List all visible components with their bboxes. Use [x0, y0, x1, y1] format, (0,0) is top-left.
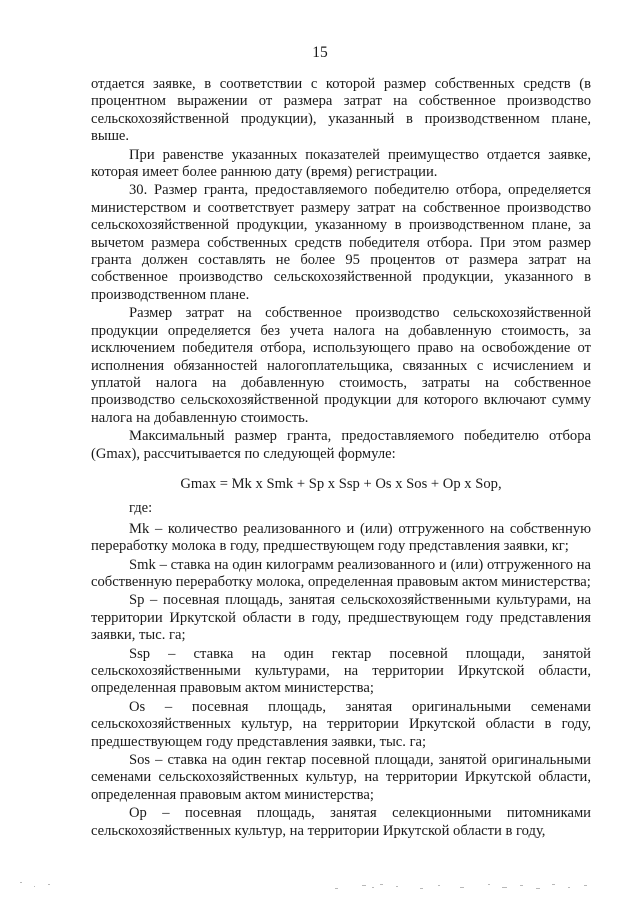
formula-gmax: Gmax = Mk x Smk + Sp x Ssp + Os x Sos + Op x Sop, — [180, 475, 502, 492]
paragraph-continuation: отдается заявке, в соответствии с которой размер собственных средств (в процентном выражении от размера затрат на собственное производство сельскохозяйственной продукции), указанный в производственном плане, выше. — [91, 76, 591, 145]
definition-smk: Smk – ставка на один килограмм реализованного и (или) отгруженного на собственную переработку молока, определенная правовым актом министерства; — [91, 556, 591, 590]
definition-sos: Sos – ставка на один гектар посевной площади, занятой оригинальными семенами сельскохозяйственных культур, на территории Иркутской области, определенная правовым актом министерства; — [91, 752, 591, 803]
definition-sp: Sp – посевная площадь, занятая сельскохозяйственными культурами, на территории Иркутской области в году, предшествующем году представления заявки, тыс. га; — [91, 592, 591, 644]
paragraph-costs-vat: Размер затрат на собственное производство сельскохозяйственной продукции определяется без учета налога на добавленную стоимость, за исключением победителя отбора, использующего право на освобождение от исполнения обязанностей налогоплательщика, связанных с исчислением и уплатой налога на добавленную стоимость, затраты на собственное производство сельскохозяйственной продукции для которого включают сумму налога на добавленную стоимость. — [91, 305, 591, 426]
paragraph-equal-indicators: При равенстве указанных показателей преимущество отдается заявке, которая имеет более раннюю дату (время) регистрации. — [91, 146, 591, 181]
definition-op: Op – посевная площадь, занятая селекционными питомниками сельскохозяйственных культур, на территории Иркутской области в году, — [91, 805, 591, 839]
definition-os: Os – посевная площадь, занятая оригинальными семенами сельскохозяйственных культур, на территории Иркутской области в году, предшествующем году представления заявки, тыс. га; — [91, 698, 591, 750]
document-body — [91, 76, 591, 840]
definition-ssp: Ssp – ставка на один гектар посевной площади, занятой сельскохозяйственными культурами, на территории Иркутской области, определенная правовым актом министерства; — [91, 645, 591, 697]
paragraph-grant-size: 30. Размер гранта, предоставляемого победителю отбора, определяется министерством и соответствует размеру затрат на собственное производство сельскохозяйственной продукции, указанному в производственном плане, за вычетом размера собственных средств победителя отбора. При этом размер гранта должен составлять не более 95 процентов от размера затрат на собственное производство сельскохозяйственной продукции, указанного в производственном плане. — [91, 182, 591, 303]
scan-artifact — [0, 872, 640, 902]
where-label: где: — [129, 500, 153, 517]
paragraph-max-grant: Максимальный размер гранта, предоставляемого победителю отбора (Gmax), рассчитывается по следующей формуле: — [91, 428, 591, 462]
definition-mk: Mk – количество реализованного и (или) отгруженного на собственную переработку молока в году, предшествующем году представления заявки, кг; — [91, 520, 591, 555]
page-number: 15 — [312, 44, 328, 61]
